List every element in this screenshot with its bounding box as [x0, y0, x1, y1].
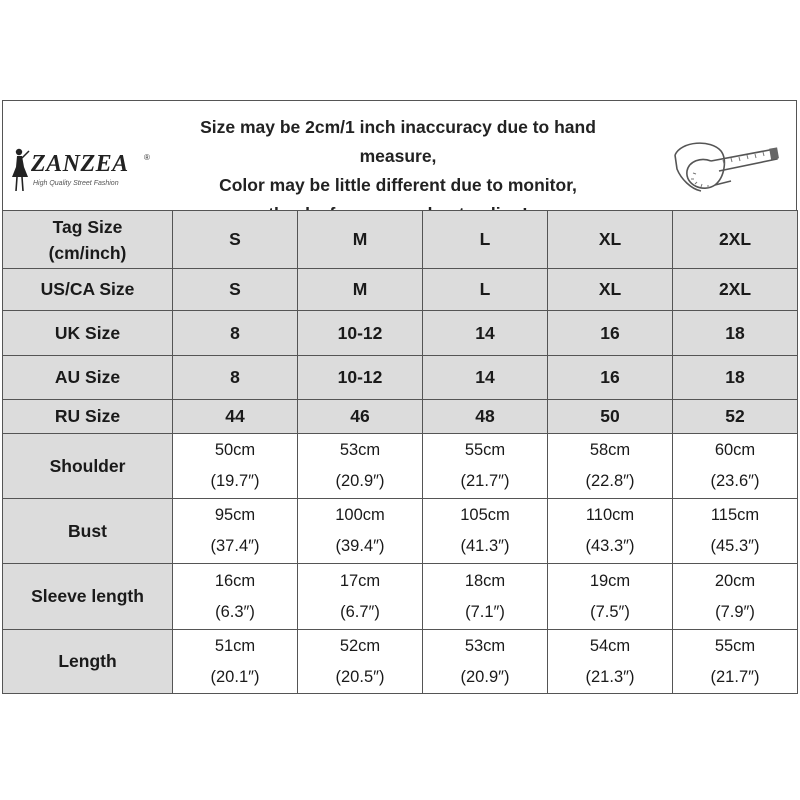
cm-value: 100cm: [335, 506, 385, 524]
row-label: AU Size: [3, 356, 173, 400]
size-cell: L: [423, 269, 548, 311]
fashion-figure-icon: [9, 147, 31, 193]
inch-value: (19.7″): [210, 472, 260, 490]
cm-value: 53cm: [339, 441, 381, 459]
cm-value: 105cm: [460, 506, 510, 524]
size-cell: 14: [423, 311, 548, 356]
cm-value: 58cm: [589, 441, 631, 459]
measure-cell: [298, 564, 423, 630]
size-cell: 10-12: [298, 356, 423, 400]
measure-cell: [423, 630, 548, 694]
measure-cell: [298, 434, 423, 499]
size-cell: 48: [423, 400, 548, 434]
cm-value: 60cm: [714, 441, 756, 459]
tag-size-cell: L: [423, 211, 548, 269]
table-row: [3, 434, 798, 499]
measure-cell: [298, 630, 423, 694]
measure-cell: [548, 434, 673, 499]
size-cell: 8: [173, 311, 298, 356]
measure-cell: [548, 630, 673, 694]
row-label: Sleeve length: [3, 564, 173, 630]
cm-value: 20cm: [714, 571, 756, 590]
size-cell: 2XL: [673, 269, 798, 311]
inch-value: (21.7″): [460, 472, 510, 490]
tag-size-cell: S: [173, 211, 298, 269]
size-cell: S: [173, 269, 298, 311]
table-row: [3, 311, 798, 356]
cm-value: 95cm: [214, 506, 256, 524]
inch-value: (43.3″): [585, 537, 635, 555]
inch-value: (20.1″): [210, 667, 260, 686]
inch-value: (6.3″): [215, 602, 255, 621]
measure-cell: [173, 499, 298, 564]
cm-value: 51cm: [214, 636, 256, 655]
inch-value: (21.3″): [585, 667, 635, 686]
measure-cell: [173, 434, 298, 499]
cm-value: 55cm: [714, 636, 756, 655]
table-row: [3, 564, 798, 630]
cm-value: 115cm: [710, 506, 760, 524]
row-label: RU Size: [3, 400, 173, 434]
inch-value: (7.9″): [715, 602, 755, 621]
cm-value: 18cm: [464, 571, 506, 590]
size-cell: 10-12: [298, 311, 423, 356]
tag-size-header: [3, 211, 173, 269]
cm-value: 17cm: [339, 571, 381, 590]
inch-value: (20.9″): [335, 472, 385, 490]
measure-cell: [423, 564, 548, 630]
inch-value: (20.5″): [335, 667, 385, 686]
chart-header: [2, 100, 797, 211]
row-label: US/CA Size: [3, 269, 173, 311]
table-row: [3, 211, 798, 269]
cm-value: 19cm: [589, 571, 631, 590]
measure-cell: [673, 499, 798, 564]
measure-cell: [298, 499, 423, 564]
inch-value: (39.4″): [335, 537, 385, 555]
cm-value: 52cm: [339, 636, 381, 655]
size-table: [2, 210, 798, 694]
inch-value: (22.8″): [585, 472, 635, 490]
measure-cell: [548, 499, 673, 564]
size-cell: 16: [548, 311, 673, 356]
registered-mark: ®: [144, 153, 150, 162]
cm-value: 55cm: [464, 441, 506, 459]
measure-cell: [673, 564, 798, 630]
size-chart: [2, 100, 797, 698]
size-cell: M: [298, 269, 423, 311]
measure-cell: [423, 434, 548, 499]
measure-cell: [548, 564, 673, 630]
size-cell: 50: [548, 400, 673, 434]
measure-cell: [423, 499, 548, 564]
inch-value: (37.4″): [210, 537, 260, 555]
cm-value: 53cm: [464, 636, 506, 655]
table-row: [3, 356, 798, 400]
row-label: UK Size: [3, 311, 173, 356]
measure-cell: [173, 564, 298, 630]
size-cell: XL: [548, 269, 673, 311]
inch-value: (45.3″): [710, 537, 760, 555]
notice-line-1: Size may be 2cm/1 inch inaccuracy due to hand measure,: [200, 117, 596, 166]
size-cell: 18: [673, 311, 798, 356]
measure-cell: [173, 630, 298, 694]
cm-value: 16cm: [214, 571, 256, 590]
tag-size-label: Tag Size: [52, 216, 123, 237]
size-cell: 18: [673, 356, 798, 400]
size-cell: 44: [173, 400, 298, 434]
measuring-tape-icon: [671, 133, 781, 203]
size-cell: 46: [298, 400, 423, 434]
row-label: Length: [3, 630, 173, 694]
table-row: [3, 499, 798, 564]
inch-value: (7.1″): [465, 602, 505, 621]
tag-size-cell: M: [298, 211, 423, 269]
tag-size-unit: (cm/inch): [48, 242, 127, 263]
inch-value: (6.7″): [340, 602, 380, 621]
measure-cell: [673, 434, 798, 499]
cm-value: 110cm: [585, 506, 635, 524]
inch-value: (23.6″): [710, 472, 760, 490]
cm-value: 54cm: [589, 636, 631, 655]
inch-value: (21.7″): [710, 667, 760, 686]
brand-logo: [9, 147, 159, 197]
brand-tagline: High Quality Street Fashion: [33, 180, 119, 187]
table-row: [3, 630, 798, 694]
row-label: Bust: [3, 499, 173, 564]
tag-size-cell: 2XL: [673, 211, 798, 269]
size-cell: 14: [423, 356, 548, 400]
brand-name: ZANZEA: [31, 151, 129, 177]
measure-cell: [673, 630, 798, 694]
inch-value: (7.5″): [590, 602, 630, 621]
cm-value: 50cm: [214, 441, 256, 459]
inch-value: (20.9″): [460, 667, 510, 686]
size-cell: 16: [548, 356, 673, 400]
tag-size-cell: XL: [548, 211, 673, 269]
size-cell: 52: [673, 400, 798, 434]
row-label: Shoulder: [3, 434, 173, 499]
table-row: [3, 400, 798, 434]
table-row: [3, 269, 798, 311]
size-cell: 8: [173, 356, 298, 400]
inch-value: (41.3″): [460, 537, 510, 555]
notice-line-2: Color may be little different due to monitor,: [219, 175, 577, 195]
